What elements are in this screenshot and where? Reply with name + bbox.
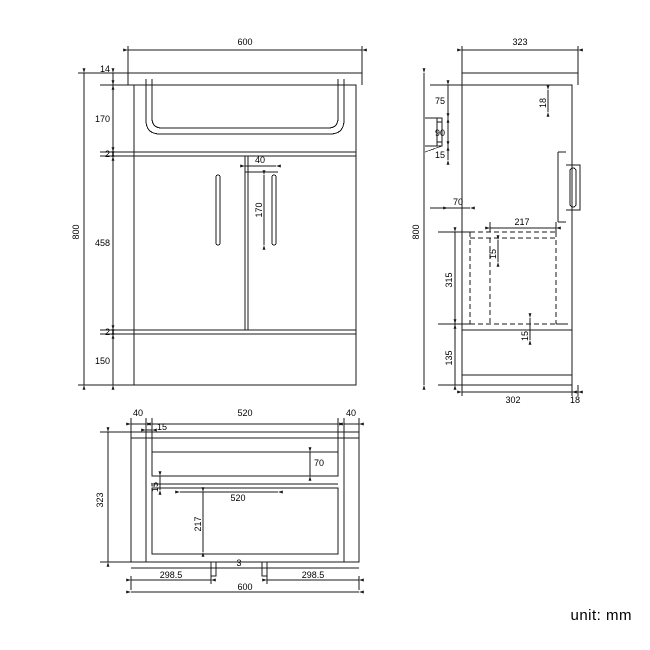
dim-plan-40-left: 40 [132, 408, 144, 418]
dim-plan-2985-right: 298.5 [301, 570, 325, 580]
dim-side-315: 315 [444, 272, 454, 288]
dim-side-15-top: 15 [434, 150, 445, 160]
dim-front-14: 14 [99, 64, 110, 74]
dim-plan-15-mid: 15 [150, 481, 160, 493]
dim-side-height: 800 [411, 224, 421, 240]
dim-plan-40-right: 40 [345, 408, 357, 418]
plan-view-geometry [131, 432, 359, 576]
dim-side-90: 90 [434, 128, 445, 138]
dim-plan-520-top: 520 [237, 408, 253, 418]
dim-front-handle-offset: 40 [254, 155, 266, 165]
front-elevation-geometry [128, 73, 362, 385]
unit-note: unit: mm [570, 607, 632, 624]
dim-plan-70: 70 [313, 458, 325, 468]
side-dimensions [424, 50, 578, 392]
dim-plan-depth: 323 [95, 492, 105, 508]
dim-side-15-low: 15 [520, 330, 530, 342]
dim-side-302: 302 [505, 395, 521, 405]
dim-side-217: 217 [514, 217, 530, 227]
dim-plan-520-mid: 520 [230, 493, 246, 503]
dim-plan-width: 600 [237, 582, 253, 592]
plan-extension-lines [100, 418, 359, 590]
dim-side-depth: 323 [512, 37, 528, 47]
dim-side-70: 70 [452, 197, 464, 207]
dim-front-handle-length: 170 [254, 202, 264, 218]
dim-side-18-bottom: 18 [569, 395, 581, 405]
dim-side-75: 75 [434, 96, 445, 106]
dim-front-height: 800 [71, 224, 81, 240]
dim-side-135: 135 [444, 350, 454, 366]
dim-front-170: 170 [94, 114, 110, 124]
dim-plan-15-left: 15 [156, 422, 168, 432]
dim-plan-2985-left: 298.5 [159, 570, 183, 580]
side-elevation-geometry [434, 73, 580, 385]
dim-front-458: 458 [94, 238, 110, 248]
dimension-text-group [71, 37, 580, 592]
dim-plan-217: 217 [193, 516, 203, 532]
front-dimensions [84, 50, 362, 385]
dim-front-2-lower: 2 [104, 327, 110, 337]
dim-side-15-mid: 15 [488, 248, 498, 260]
dim-front-150: 150 [94, 356, 110, 366]
dim-side-18-top: 18 [538, 97, 548, 109]
dim-front-2-upper: 2 [104, 149, 110, 159]
dim-front-width: 600 [237, 37, 253, 47]
dim-plan-3: 3 [236, 558, 242, 568]
